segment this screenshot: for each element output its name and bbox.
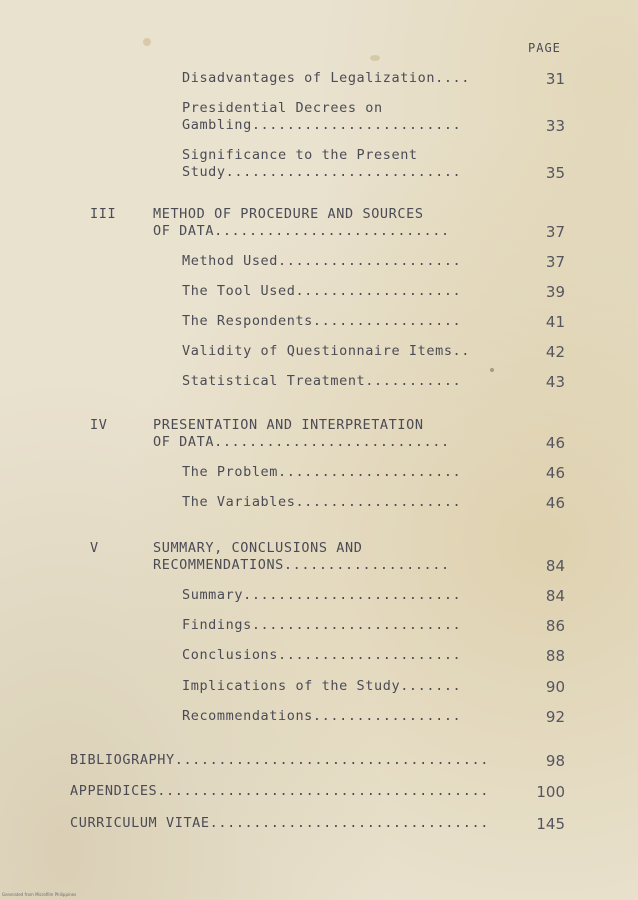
toc-entry-page: 145 — [536, 815, 565, 833]
toc-entry-title: Validity of Questionnaire Items.. — [182, 343, 471, 359]
toc-entry-title: Implications of the Study....... — [182, 678, 462, 694]
chapter-number: III — [90, 206, 117, 222]
toc-entry-page: 100 — [536, 783, 565, 801]
toc-entry-title: Disadvantages of Legalization.... — [182, 70, 471, 86]
toc-entry-page: 84 — [545, 557, 565, 575]
footer-note: Generated from Microfilm Philippines — [2, 892, 77, 897]
page-column-header: PAGE — [528, 41, 561, 55]
paper-speck — [490, 368, 494, 372]
chapter-title-cont: OF DATA........................... — [153, 223, 450, 239]
chapter-number: IV — [90, 417, 108, 433]
toc-entry-page: 31 — [545, 70, 565, 88]
chapter-title: PRESENTATION AND INTERPRETATION — [153, 417, 424, 433]
toc-entry-title: The Respondents................. — [182, 313, 462, 329]
toc-entry-title: The Variables................... — [182, 494, 462, 510]
toc-entry-page: 84 — [545, 587, 565, 605]
toc-entry-page: 98 — [545, 752, 565, 770]
chapter-title-cont: RECOMMENDATIONS................... — [153, 557, 450, 573]
toc-entry-title: CURRICULUM VITAE................................ — [70, 815, 489, 831]
chapter-title: SUMMARY, CONCLUSIONS AND — [153, 540, 363, 556]
paper-speck — [143, 38, 151, 46]
toc-entry-title: Significance to the Present — [182, 147, 418, 163]
toc-entry-page: 46 — [545, 494, 565, 512]
chapter-title-cont: OF DATA........................... — [153, 434, 450, 450]
toc-entry-page: 46 — [545, 464, 565, 482]
toc-entry-title: APPENDICES...................................... — [70, 783, 489, 799]
toc-entry-page: 88 — [545, 647, 565, 665]
toc-entry-title: The Problem..................... — [182, 464, 462, 480]
toc-entry-title: BIBLIOGRAPHY.................................... — [70, 752, 489, 768]
toc-entry-title: The Tool Used................... — [182, 283, 462, 299]
chapter-title: METHOD OF PROCEDURE AND SOURCES — [153, 206, 424, 222]
toc-entry-title: Statistical Treatment........... — [182, 373, 462, 389]
toc-entry-title: Method Used..................... — [182, 253, 462, 269]
toc-entry-page: 90 — [545, 678, 565, 696]
toc-entry-page: 37 — [545, 223, 565, 241]
toc-entry-page: 92 — [545, 708, 565, 726]
toc-entry-page: 33 — [545, 117, 565, 135]
chapter-number: V — [90, 540, 99, 556]
toc-entry-title: Summary......................... — [182, 587, 462, 603]
toc-entry-page: 35 — [545, 164, 565, 182]
toc-entry-page: 39 — [545, 283, 565, 301]
paper-speck — [370, 55, 380, 61]
toc-entry-title-cont: Study........................... — [182, 164, 462, 180]
toc-entry-title: Presidential Decrees on — [182, 100, 383, 116]
toc-entry-title-cont: Gambling........................ — [182, 117, 462, 133]
toc-entry-page: 37 — [545, 253, 565, 271]
toc-entry-page: 86 — [545, 617, 565, 635]
toc-entry-title: Recommendations................. — [182, 708, 462, 724]
toc-entry-page: 43 — [545, 373, 565, 391]
toc-entry-page: 41 — [545, 313, 565, 331]
toc-entry-page: 42 — [545, 343, 565, 361]
toc-entry-page: 46 — [545, 434, 565, 452]
toc-entry-title: Findings........................ — [182, 617, 462, 633]
toc-entry-title: Conclusions..................... — [182, 647, 462, 663]
